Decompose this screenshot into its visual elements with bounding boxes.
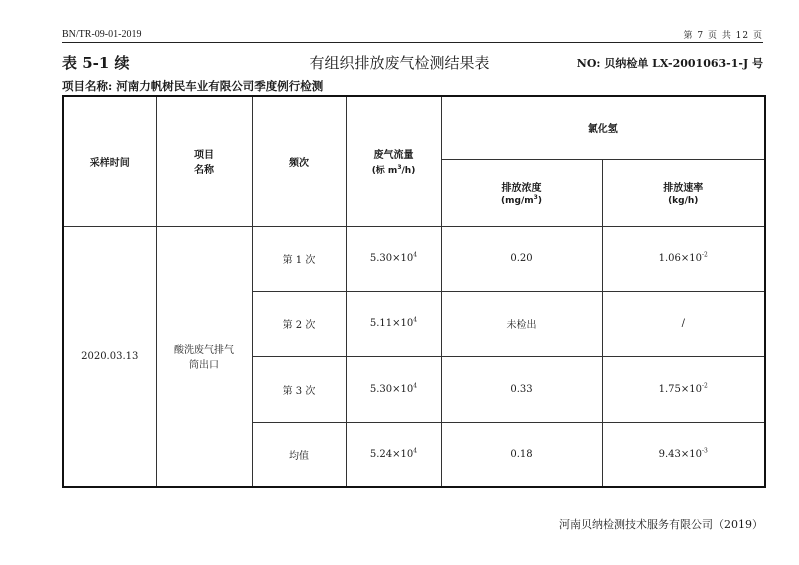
rate-cell: $1.06\times 10^{-2}$ — [602, 226, 765, 291]
concentration-cell: 未检出 — [441, 291, 602, 356]
header-concentration — [441, 159, 602, 226]
header-row-1 — [63, 96, 765, 159]
page-number: 第 7 页 共 12 页 — [683, 31, 763, 41]
flow-cell: $5.30\times 10^4$ — [346, 356, 441, 422]
project-name: 河南力帆树民车业有限公司季度例行检测 — [116, 79, 324, 93]
header-flow-unit: (标 $m^3/h$) — [371, 164, 416, 177]
document-title: 有组织排放废气检测结果表 — [309, 54, 490, 72]
header-item-line2: 名称 — [194, 165, 214, 177]
project-line — [62, 78, 323, 94]
header-gas-flow — [346, 96, 441, 226]
header-pollutant: 氯化氢 — [441, 96, 765, 159]
header-rate — [602, 159, 765, 226]
flow-cell: $5.24\times 10^4$ — [346, 422, 441, 487]
rate-cell: $1.75\times 10^{-2}$ — [602, 356, 765, 422]
flow-cell: $5.30\times 10^4$ — [346, 226, 441, 291]
results-table — [62, 95, 766, 488]
header-conc-unit: $(mg/m^3)$ — [501, 194, 542, 206]
rate-cell: $9.43\times 10^{-3}$ — [602, 422, 765, 487]
frequency-cell: 第 3 次 — [252, 356, 346, 422]
header-flow-line1: 废气流量 — [373, 150, 414, 162]
table-label: 表 5-1 续 — [62, 54, 130, 72]
item-name: 酸洗废气排气 筒出口 — [156, 226, 252, 487]
rate-cell: / — [602, 291, 765, 356]
frequency-cell: 第 2 次 — [252, 291, 346, 356]
header-frequency: 频次 — [252, 96, 346, 226]
header-item-name — [156, 96, 252, 226]
header-sampling-time: 采样时间 — [63, 96, 156, 226]
project-label: 项目名称: — [62, 79, 117, 93]
frequency-cell: 均值 — [252, 422, 346, 487]
frequency-cell: 第 1 次 — [252, 226, 346, 291]
concentration-cell: 0.33 — [441, 356, 602, 422]
header-rule — [62, 42, 763, 43]
concentration-cell: 0.20 — [441, 226, 602, 291]
header-item-line1: 项目 — [194, 150, 214, 162]
document-code: BN/TR-09-01-2019 — [62, 29, 142, 40]
flow-cell: $5.11\times 10^4$ — [346, 291, 441, 356]
header-rate-line1: 排放速率 — [663, 183, 704, 194]
concentration-cell: 0.18 — [441, 422, 602, 487]
header-rate-unit: (kg/h) — [668, 196, 699, 206]
header-conc-line1: 排放浓度 — [501, 183, 542, 194]
report-number: NO: 贝纳检单 LX-2001063-1-J 号 — [576, 57, 763, 70]
sampling-date: 2020.03.13 — [63, 226, 156, 487]
table-row — [63, 226, 765, 291]
footer-company: 河南贝纳检测技术服务有限公司（2019） — [559, 518, 763, 531]
